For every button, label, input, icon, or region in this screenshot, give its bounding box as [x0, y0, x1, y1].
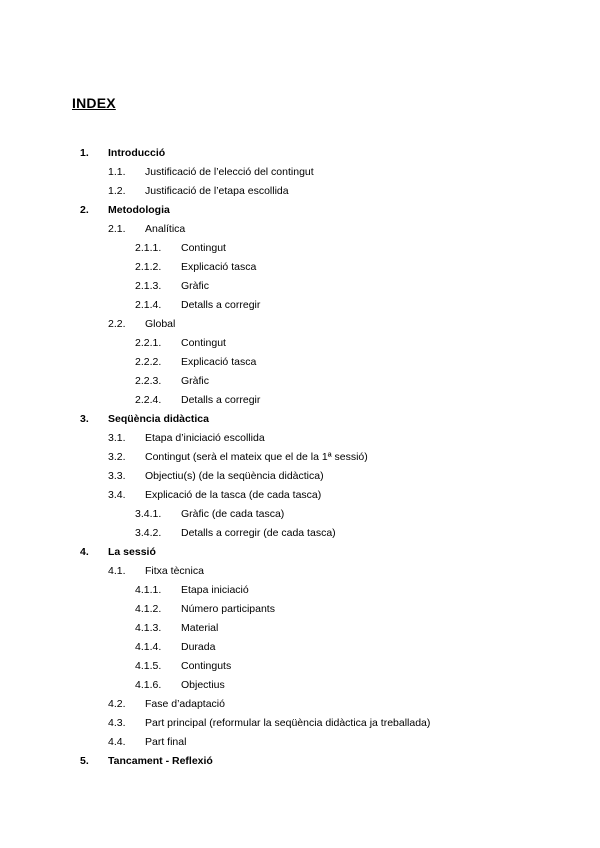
- toc-entry: [0, 659, 600, 678]
- toc-entry-label: Contingut: [181, 242, 226, 254]
- toc-entry-label: Material: [181, 622, 219, 634]
- toc-entry-number: 3.4.1.: [135, 508, 162, 520]
- toc-entry: [0, 640, 600, 659]
- toc-entry: [0, 355, 600, 374]
- toc-entry-label: Part final: [145, 736, 187, 748]
- toc-entry-label: Objectius: [181, 679, 225, 691]
- toc-entry-number: 4.3.: [108, 717, 126, 729]
- toc-entry-label: Analítica: [145, 223, 186, 235]
- toc-entry-number: 4.1.1.: [135, 584, 162, 596]
- toc-entry: [0, 602, 600, 621]
- toc-entry-number: 2.2.4.: [135, 394, 162, 406]
- toc-entry-label: Part principal (reformular la seqüència didàctica ja treballada): [145, 717, 431, 729]
- toc-entry-number: 4.1.3.: [135, 622, 162, 634]
- toc-entry-label: Fitxa tècnica: [145, 565, 204, 577]
- toc-entry-label: Global: [145, 318, 176, 330]
- toc-entry: [0, 165, 600, 184]
- toc-entry: [0, 545, 600, 564]
- toc-entry: [0, 298, 600, 317]
- toc-entry: [0, 374, 600, 393]
- toc-entry-number: 3.4.: [108, 489, 126, 501]
- toc-entry: [0, 336, 600, 355]
- toc-entry-label: Metodologia: [108, 204, 170, 216]
- toc-entry: [0, 450, 600, 469]
- toc-entry-label: Gràfic: [181, 280, 210, 292]
- toc-entry-label: Gràfic (de cada tasca): [181, 508, 285, 520]
- toc-entry-number: 3.1.: [108, 432, 126, 444]
- toc-entry: [0, 412, 600, 431]
- toc-entry-number: 3.4.2.: [135, 527, 162, 539]
- toc-entry: [0, 716, 600, 735]
- toc-entry-number: 3.: [80, 413, 89, 425]
- toc-entry-number: 1.1.: [108, 166, 126, 178]
- toc-entry: [0, 241, 600, 260]
- toc-entry-label: Tancament - Reflexió: [108, 755, 213, 767]
- toc-entry-label: Etapa d’iniciació escollida: [145, 432, 265, 444]
- toc-entry-label: Explicació de la tasca (de cada tasca): [145, 489, 322, 501]
- table-of-contents: [0, 146, 600, 773]
- toc-entry-number: 2.1.4.: [135, 299, 162, 311]
- toc-entry: [0, 279, 600, 298]
- toc-entry-number: 2.2.: [108, 318, 126, 330]
- toc-entry-label: Etapa iniciació: [181, 584, 249, 596]
- toc-entry-label: Gràfic: [181, 375, 210, 387]
- toc-entry: [0, 564, 600, 583]
- toc-entry-label: Detalls a corregir (de cada tasca): [181, 527, 336, 539]
- toc-entry-number: 3.3.: [108, 470, 126, 482]
- toc-entry-label: Durada: [181, 641, 216, 653]
- page-title: INDEX: [72, 95, 116, 111]
- toc-entry: [0, 678, 600, 697]
- toc-entry-number: 2.: [80, 204, 89, 216]
- toc-entry-label: Explicació tasca: [181, 356, 257, 368]
- toc-entry: [0, 488, 600, 507]
- toc-entry-label: Fase d’adaptació: [145, 698, 225, 710]
- toc-entry-number: 3.2.: [108, 451, 126, 463]
- toc-entry-number: 4.1.4.: [135, 641, 162, 653]
- toc-entry-label: Número participants: [181, 603, 275, 615]
- toc-entry-label: Contingut: [181, 337, 226, 349]
- toc-entry-number: 2.2.2.: [135, 356, 162, 368]
- toc-entry-number: 1.: [80, 147, 89, 159]
- toc-entry-number: 4.2.: [108, 698, 126, 710]
- toc-entry: [0, 203, 600, 222]
- toc-entry: [0, 735, 600, 754]
- toc-entry: [0, 260, 600, 279]
- toc-entry-label: Contingut (serà el mateix que el de la 1ª sessió): [145, 451, 368, 463]
- toc-entry: [0, 222, 600, 241]
- toc-entry-label: Explicació tasca: [181, 261, 257, 273]
- toc-entry-label: Detalls a corregir: [181, 299, 261, 311]
- toc-entry-label: Continguts: [181, 660, 232, 672]
- toc-entry: [0, 469, 600, 488]
- toc-entry-number: 2.1.3.: [135, 280, 162, 292]
- toc-entry: [0, 583, 600, 602]
- toc-entry-number: 2.2.1.: [135, 337, 162, 349]
- toc-entry: [0, 184, 600, 203]
- toc-entry-number: 2.1.1.: [135, 242, 162, 254]
- toc-entry-label: Justificació de l’elecció del contingut: [145, 166, 314, 178]
- toc-entry-label: Seqüència didàctica: [108, 413, 209, 425]
- toc-entry-label: La sessió: [108, 546, 156, 558]
- toc-entry: [0, 146, 600, 165]
- toc-entry-label: Detalls a corregir: [181, 394, 261, 406]
- toc-entry-number: 5.: [80, 755, 89, 767]
- toc-entry-number: 4.: [80, 546, 89, 558]
- toc-entry-number: 4.4.: [108, 736, 126, 748]
- toc-entry-number: 4.1.5.: [135, 660, 162, 672]
- toc-entry: [0, 697, 600, 716]
- toc-entry: [0, 526, 600, 545]
- toc-entry-number: 2.1.: [108, 223, 126, 235]
- toc-entry: [0, 431, 600, 450]
- toc-entry-label: Justificació de l’etapa escollida: [145, 185, 289, 197]
- toc-entry: [0, 754, 600, 773]
- toc-entry: [0, 621, 600, 640]
- toc-entry-number: 4.1.2.: [135, 603, 162, 615]
- toc-entry: [0, 507, 600, 526]
- toc-entry-label: Objectiu(s) (de la seqüència didàctica): [145, 470, 324, 482]
- toc-entry-label: Introducció: [108, 147, 166, 159]
- toc-entry: [0, 393, 600, 412]
- toc-entry: [0, 317, 600, 336]
- toc-entry-number: 4.1.: [108, 565, 126, 577]
- toc-entry-number: 2.1.2.: [135, 261, 162, 273]
- toc-entry-number: 2.2.3.: [135, 375, 162, 387]
- toc-entry-number: 1.2.: [108, 185, 126, 197]
- toc-entry-number: 4.1.6.: [135, 679, 162, 691]
